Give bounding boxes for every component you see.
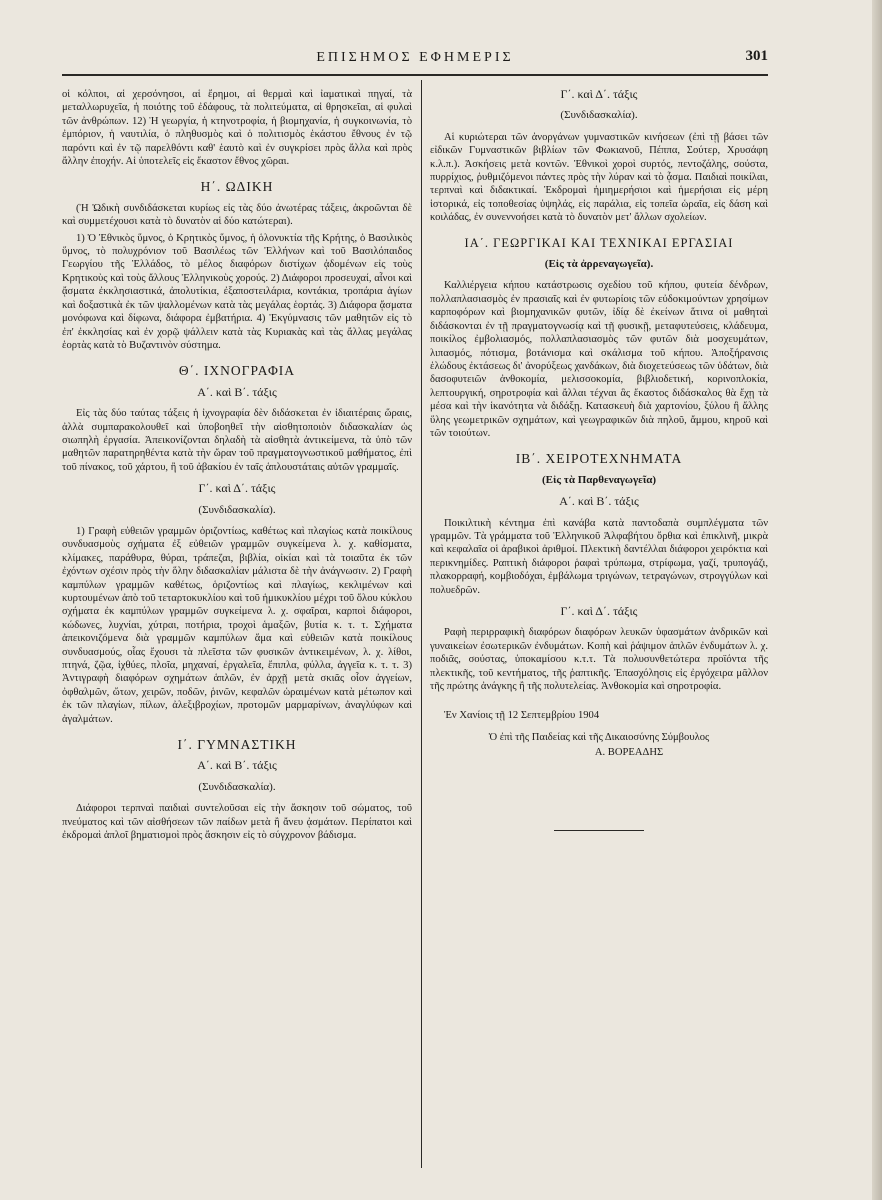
georgikai-paragraph: Καλλιέργεια κήπου κατάστρωσις σχεδίου τοῦ κήπου, φυτεία δένδρων, πολλαπλασιασμὸς ἐν πρασιαῖς καὶ ἐν φυτωρίοις τῶν εὐδοκιμούντων χρησίμων καρποφόρων καὶ βιομηχανικῶν φυτῶν, ἰδίᾳ δὲ ἐκείνων ἅτινα οἱ μαθηταὶ διδάσκονται ἐν τῇ πραγματογνωσίᾳ καὶ τῇ φυσικῇ, μεταφυτεύσεις, κλάδευμα, ποικίλος ἐμβολιασμός, πολλαπλασιασμὸς τῶν φυτῶν διὰ μοσχευμάτων, λιπασμός, πότισμα, βοτάνισμα καὶ σκάλισμα τοῦ κήπου. Ἀποξήρανσις ἑλώδους ἐκτάσεως δι' ἀνορύξεως χανδάκων, διὰ διοχετεύσεως τῶν ὑδάτων, διὰ δασοφυτειῶν ἀνθοκομία, μελισσοκομία, βιβλιοδετική, κορινοπλοκία, λεπτουργική, σηροτροφία καὶ ἄλλαι τέχναι ἃς ἕκαστος διδάσκαλος θὰ ἔχῃ τὰ μέσα καὶ τὴν ἱκανότητα νὰ διδάξῃ. Κατασκευὴ διὰ χαρτονίου, ξύλου ἢ ἄλλης ὕλης γεωμετρικῶν σχημάτων, καὶ γεωγραφικῶν διὰ πηλοῦ, ἄμμου, κηροῦ καὶ τῶν τοιούτων. [430,280,768,439]
intro-paragraph: οἱ κόλποι, αἱ χερσόνησοι, αἱ ἔρημοι, αἱ θερμαὶ καὶ ἰαματικαὶ πηγαί, τὰ μεταλλωρυχεῖα, ἡ ποιότης τοῦ ἐδάφους, τὰ πολιτεύματα, αἱ θρησκεῖαι, αἱ φυλαὶ τῶν ἀνθρώπων. 12) Ἡ γεωργία, ἡ κτηνοτροφία, ἡ βιομηχανία, ἡ συγκοινωνία, τὸ ἐμπόριον, ἡ ναυτιλία, ὁ πληθυσμὸς καὶ ὁ πολιτισμὸς ἑκάστου ἔθνους ἐν τῷ παρόντι καὶ ἐν τῷ παρελθόντι καθ' ἑαυτὸ καὶ ἐν συγκρίσει πρὸς ἄλλα καὶ πρὸς ἄλλην ἐποχήν. Αἱ ὑποτελεῖς εἰς ἕκαστον ἔθνος χῶραι. [62,89,412,168]
section-heading-odiki: Η΄. ΩΔΙΚΗ [200,179,274,195]
cheirotechnimata-paragraph-2: Ραφὴ περιρραφικὴ διαφόρων διαφόρων λευκῶν ὑφασμάτων ἀνδρικῶν καὶ γυναικείων ἐσωτερικῶν ἐνδυμάτων. Κοπὴ καὶ ῥάψιμον ἁπλῶν ἐνδυμάτων λ. χ. ποδιᾶς, σούστας, ὑποκαμίσου κ.τ.τ. Τὰ πολυσυνθετώτερα προϊόντα τῆς πλεκτικῆς, τοῦ κεντήματος, τῆς ῥαπτικῆς. Ἐπασχόλησις εἰς ἐργόχειρα μᾶλλον τῆς πρώτης ἀνάγκης ἢ τῆς πολυτελείας. Ἀνθοκομία καὶ σηροτροφία. [430,627,768,693]
ichnografia-paragraph-1: Εἰς τὰς δύο ταύτας τάξεις ἡ ἰχνογραφία δὲν διδάσκεται ἐν ἰδιαιτέραις ὥραις, ἀλλὰ συμπαρακολουθεῖ καὶ ὑποβοηθεῖ τὴν αἰσθητοποιὸν διδασκαλίαν ὡς σιωπηλὴ ἐργασία. Ἀπεικονίζονται δηλαδὴ τὰ αἰσθητὰ ἀντικείμενα, τὰ ὑπὸ τῶν μαθητῶν παρατηρηθέντα κατὰ τὴν ὥραν τοῦ πραγματογνωστικοῦ μαθήματος, ἐπὶ τοῦ πίνακος, τοῦ χάρτου, ἢ τοῦ ἀβακίου ἐν ταῖς ἁπλουστάταις αὐτῶν γραμμαῖς. [62,408,412,473]
odiki-paragraph: 1) Ὁ Ἐθνικὸς ὕμνος, ὁ Κρητικὸς ὕμνος, ἡ ὁλονυκτία τῆς Κρήτης, ὁ Βασιλικὸς ὕμνος, τὸ πολυχρόνιον τοῦ Βασιλέως τῶν Ἑλλήνων καὶ τοῦ Βασιλόπαιδος Γεωργίου τῆς Ἑλλάδος, τὸ μέλος διαφόρων διστίχων ᾀδομένων εἰς τοὺς Κρητικοὺς καὶ τοὺς ἄλλους Ἑλληνικοὺς χορούς. 2) Διάφοροι προσευχαί, αἶνοι καὶ ᾄσματα ἐκκλησιαστικά, ἀπολυτίκια, ἐξαποστειλάρια, κοντάκια, τροπάρια ἁγίων καὶ δοξαστικὰ ἐκ τῶν ψαλλομένων κατὰ τὰς μεγάλας ἑορτάς. 3) Διάφορα ᾄσματα μονόφωνα καὶ δίφωνα, διάφορα ἐμβατήρια. 4) Ἐκγύμνασις τῶν μαθητῶν εἰς τὸ ἐπ' ἐκκλησίας καὶ ἐν χορῷ ψάλλειν κατὰ τὰς Κυριακὰς καὶ τὰς ἄλλας μεγάλας ἑορτὰς κατὰ τὸ Βυζαντινὸν σύστημα. [62,232,412,351]
section-heading-gymnastiki: Ι΄. ΓΥΜΝΑΣΤΙΚΗ [177,737,297,753]
syndidaskalia-note-gym: (Συνδιδασκαλία). [198,780,276,793]
gymnastiki-gd-paragraph: Αἱ κυριώτεραι τῶν ἀνοργάνων γυμναστικῶν κινήσεων (ἐπὶ τῇ βάσει τῶν εἰδικῶν Γυμναστικῶν βιβλίων τῶν Φωκιανοῦ, Πέππα, Σούτερ, Χρυσάφη κ.λ.π.). Ἀσκήσεις μετὰ κοντῶν. Ἐθνικοὶ χοροὶ συρτός, πεντοζάλης, σούστα, πυρρίχιος, ῥυθμιζόμενοι πάντες πρὸς τὴν λύραν καὶ τὸ ᾆσμα. Παιδιαὶ ποικίλαι, τερπναὶ καὶ διδακτικαί. Ἐκδρομαὶ ἡμιημερήσιοι καὶ ἡμερήσιαι εἰς μέρη ἱστορικά, εἰς τοποθεσίας ὑψηλάς, εἰς παράλια, εἰς τοπεῖα ὡραῖα, εἰς δάση καὶ κοιλάδας, ἐν συνεννοήσει κατὰ τὸ δυνατὸν μετ' ἄλλων σχολείων. [430,131,768,224]
class-heading-ab-gym: Α΄. καὶ Β΄. τάξις [197,758,277,773]
header-rule [62,74,768,76]
syndidaskalia-note-gd: (Συνδιδασκαλία). [560,109,638,122]
class-heading-ab-cheiro: Α΄. καὶ Β΄. τάξις [559,494,639,509]
class-heading-gd-cheiro: Γ΄. καὶ Δ΄. τάξις [560,604,638,618]
book-spine-shadow [872,0,882,1200]
section-heading-cheirotechnimata: ΙΒ΄. ΧΕΙΡΟΤΕΧΝΗΜΑΤΑ [515,451,683,467]
page-number: 301 [745,48,768,64]
page-header [62,48,768,70]
signatory-title: Ὁ ἐπὶ τῆς Παιδείας καὶ τῆς Δικαιοσύνης Σύμβουλος [488,731,710,743]
gymnastiki-paragraph: Διάφοροι τερπναὶ παιδιαὶ συντελοῦσαι εἰς τὴν ἄσκησιν τοῦ σώματος, τοῦ πνεύματος καὶ τῶν αἰσθήσεων τῶν παίδων μετὰ ἢ ἄνευ ᾀσμάτων. Περίπατοι καὶ ἐκδρομαὶ ἁπλοῖ βηματισμοὶ πρὸς ἄσκησιν εἰς τὸ σύγχρονον βάδισμα. [62,803,412,842]
ichnografia-paragraph-2: 1) Γραφὴ εὐθειῶν γραμμῶν ὁριζοντίως, καθέτως καὶ πλαγίως κατὰ ποικίλους συνδυασμοὺς σχήματα ἐξ εὐθειῶν γραμμῶν συγκείμενα λ. χ. καθίσματα, κλίμακες, παράθυρα, θύραι, τράπεζαι, βιβλία, οἰκίαι καὶ τὰ τοιαῦτα ἐκ τῶν ἐχόντων σχέσιν πρὸς τὴν ὅλην διδασκαλίαν μάλιστα δὲ τὴν ἀνάγνωσιν. 2) Γραφὴ καμπύλων γραμμῶν καθέτως, ὁριζοντίως καὶ πλαγίως, κεκλιμένων καὶ κυρτουμένων ἀπὸ τοῦ τεταρτοκυκλίου καὶ τοῦ ἡμικυκλίου μέχρι τοῦ ὅλου κύκλου σχήματα ἐκ καμπύλων γραμμῶν συγκείμενα λ. χ. σφαῖραι, καρποὶ διάφοροι, κώδωνες, λυχνίαι, χύτραι, ποτήρια, τροχοὶ ἁμαξῶν, βυτία κ. τ. τ. Σχήματα ἀπεικονιζόμενα διὰ γραμμῶν καμπύλων ἅμα καὶ εὐθειῶν κατὰ ποικίλους συνδυασμούς, οἷας ἔχουσι τὰ πλεῖστα τῶν φυσικῶν ἀντικειμένων, λ. χ. λίθοι, πτηνά, ζῷα, ἰχθύες, πλοῖα, μηχαναί, ἐργαλεῖα, ἔπιπλα, φύλλα, ἀγγεῖα κ. τ. τ. 3) Ἀντιγραφὴ διαφόρων σχημάτων ἁπλῶν, ἐν ἀρχῇ μετὰ σκιᾶς οἷον ἀγγείων, ὀφθαλμῶν, ὤτων, χειρῶν, ποδῶν, ῥινῶν, κεφαλῶν ὡραιμένων κατὰ μέτωπον καὶ ἐκ τῶν πλαγίων, πίλων, ἀλεξιβροχίων, προτομῶν μαρμαρίνων, ἀναγλύφων καὶ ἀγαλμάτων. [62,525,412,725]
syndidaskalia-note: (Συνδιδασκαλία). [198,503,276,516]
date-line: Ἐν Χανίοις τῇ 12 Σεπτεμβρίου 1904 [444,710,600,722]
closing-rule [554,830,644,831]
section-heading-ichnografia: Θ΄. ΙΧΝΟΓΡΑΦΙΑ [178,363,296,379]
class-heading-ab: Α΄. καὶ Β΄. τάξις [197,384,277,399]
column-divider [421,80,422,1168]
arrenagogeia-note: (Εἰς τὰ ἀρρεναγωγεῖα). [544,258,654,271]
class-heading-gd: Γ΄. καὶ Δ΄. τάξις [198,481,276,496]
signatory-name: Α. ΒΟΡΕΑΔΗΣ [594,747,664,759]
left-column [62,88,412,846]
right-column [430,88,768,831]
gazette-title: ΕΠΙΣΗΜΟΣ ΕΦΗΜΕΡΙΣ [316,50,514,65]
section-heading-georgikai: ΙΑ΄. ΓΕΩΡΓΙΚΑΙ ΚΑΙ ΤΕΧΝΙΚΑΙ ΕΡΓΑΣΙΑΙ [464,235,734,250]
cheirotechnimata-paragraph-1: Ποικιλτικὴ κέντημα ἐπὶ κανάβα κατὰ παντοδαπὰ συμπλέγματα τῶν γραμμῶν. Τὰ γράμματα τοῦ Ἑλληνικοῦ Ἀλφαβήτου ὄρθια καὶ ἐπικλινῆ, μικρὰ καὶ κεφαλαῖα οἱ ἀραβικοὶ ἀριθμοί. Πλεκτικὴ δαντέλλαι διάφοροι χειρόκτια καὶ περικνημίδες. Ραπτικὴ διάφοροι ῥαφαὶ τρύπωμα, στρίφωμα, γαζί, τρυπογάζι, πλακορραφή, κομβιοδόχαι, ἐμβάλωμα τριγώνων, τετραγώνων, στρογγύλων καὶ πολυεδρῶν. [430,517,768,596]
parthenagogeia-note: (Εἰς τὰ Παρθεναγωγεῖα) [541,473,657,486]
odiki-note: (Ἡ Ὠδικὴ συνδιδάσκεται κυρίως εἰς τὰς δύο ἀνωτέρας τάξεις, ἀκροῶνται δὲ καὶ συμμετέχουσι κατὰ τὸ δυνατὸν αἱ δύο κατώτεραι). [62,202,412,228]
class-heading-gd-gym: Γ΄. καὶ Δ΄. τάξις [560,87,638,101]
